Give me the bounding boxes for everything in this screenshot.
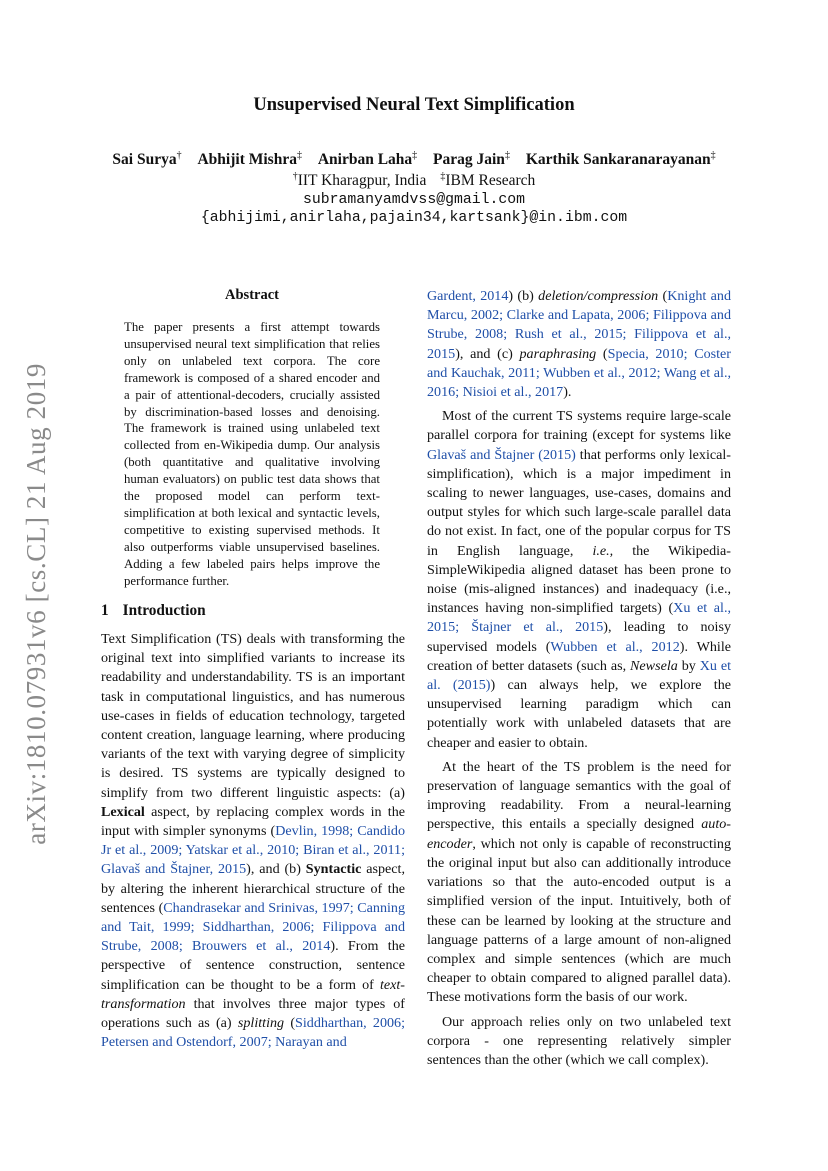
email-line: subramanyamdvss@gmail.com: [303, 192, 525, 208]
author: Abhijit Mishra‡: [197, 150, 302, 169]
author: Parag Jain‡: [433, 150, 510, 169]
citation-link[interactable]: Chandrasekar and Srinivas, 1997; Canning and Tait, 1999; Siddharthan, 2006; Filippova and Strube, 2008; Brouwers et al., 2014: [101, 899, 406, 955]
paragraph: Most of the current TS systems require large-scale parallel corpora for training (except for systems like Glavaš and Štajner (2015) that performs only lexical-simplification), which is a major impediment in scaling to newer languages, use-cases, domains and output styles for which such large-scale parallel data do not exist. In fact, one of the popular corpus for TS in English language, i.e., the Wikipedia-SimpleWikipedia aligned dataset has been prone to noise (mis-aligned instances) and inadequacy (i.e., instances having non-simplified targets) (Xu et al., 2015; Štajner et al., 2015), leading to noisy supervised models (Wubben et al., 2012). While creation of better datasets (such as, Newsela by Xu et al. (2015)) can always help, we explore the unsupervised learning paradigm which can potentially work with unlabeled datasets that are cheaper and easier to obtain.: [427, 408, 732, 751]
citation-link[interactable]: Knight and Marcu, 2002; Clarke and Lapata, 2006; Filippova and Strube, 2008; Rush et al., 2015; Filippova et al., 2015: [427, 288, 731, 362]
citation-link[interactable]: Xu et al. (2015): [427, 657, 732, 694]
affiliations: [0, 171, 828, 190]
paper-title: Unsupervised Neural Text Simplification: [253, 95, 575, 115]
paragraph: Text Simplification (TS) deals with transforming the original text into simplified variants to increase its readability and understandability. TS is an important task in computational linguistics, and has numerous use-cases in fields of education technology, targeted content creation, language learning, where producing variants of the text with varying degree of simplicity is desired. TS systems are typically designed to simplify from two different linguistic aspects: (a) Lexical aspect, by replacing complex words in the input with simpler synonyms (Devlin, 1998; Candido Jr et al., 2009; Yatskar et al., 2010; Biran et al., 2011; Glavaš and Štajner, 2015), and (b) Syntactic aspect, by altering the inherent hierarchical structure of the sentences (Chandrasekar and Srinivas, 1997; Canning and Tait, 1999; Siddharthan, 2006; Filippova and Strube, 2008; Brouwers et al., 2014). From the perspective of sentence construction, sentence simplification can be thought to be a form of text-transformation that involves three major types of operations such as (a) splitting (Siddharthan, 2006; Petersen and Ostendorf, 2007; Narayan and: [101, 631, 406, 1051]
citation-link[interactable]: Specia, 2010; Coster and Kauchak, 2011; Wubben et al., 2012; Wang et al., 2016; Nisioi et al., 2017: [427, 345, 732, 401]
abstract-heading: Abstract: [225, 287, 279, 303]
citation-link[interactable]: Xu et al., 2015; Štajner et al., 2015: [427, 600, 731, 636]
section-number: 1: [101, 602, 109, 619]
author-list: [0, 150, 828, 169]
paragraph: Our approach relies only on two unlabeled text corpora - one representing relatively simpler sentences than the other (which we call complex).: [427, 1013, 731, 1068]
citation-link[interactable]: Glavaš and Štajner (2015): [427, 446, 576, 463]
citation-link[interactable]: Gardent, 2014: [427, 288, 509, 304]
section-title: Introduction: [122, 602, 206, 619]
citation-link[interactable]: Siddharthan, 2006; Petersen and Ostendorf, 2007; Narayan and: [101, 1015, 406, 1051]
section-heading: [101, 602, 206, 620]
author: Sai Surya†: [112, 150, 182, 169]
paragraph: At the heart of the TS problem is the need for preservation of language semantics with the goal of improving readability. From a neural-learning perspective, this entails a specially designed auto-encoder, which not only is capable of reconstructing the original input but also can additionally introduce variations so that the auto-encoded output is a simplified version of the input. Intuitively, both of these can be learned by looking at the structure and language patterns of a large amount of non-aligned complex and simple sentences (which are much cheaper to obtain compared to aligned parallel data). These motivations form the basis of our work.: [427, 758, 731, 1006]
affiliation: ‡IBM Research: [440, 171, 536, 190]
paragraph: Gardent, 2014) (b) deletion/compression (Knight and Marcu, 2002; Clarke and Lapata, 2006; Filippova and Strube, 2008; Rush et al., 2015; Filippova et al., 2015), and (c) paraphrasing (Specia, 2010; Coster and Kauchak, 2011; Wubben et al., 2012; Wang et al., 2016; Nisioi et al., 2017).: [427, 288, 732, 401]
abstract-text: The paper presents a first attempt towards unsupervised neural text simplification that relies only on unlabeled text corpora. The core framework is composed of a shared encoder and a pair of attentional-decoders, crucially assisted by discrimination-based losses and denoising. The framework is trained using unlabeled text collected from en-Wikipedia dump. Our analysis (both quantitative and qualitative involving human evaluators) on public test data shows that the proposed model can perform text-simplification at both lexical and syntactic levels, competitive to existing supervised methods. It also outperforms viable unsupervised baselines. Adding a few labeled pairs helps improve the performance further.: [124, 320, 380, 588]
citation-link[interactable]: Devlin, 1998; Candido Jr et al., 2009; Yatskar et al., 2010; Biran et al., 2011; Glavaš and Štajner, 2015: [101, 823, 405, 878]
body-column-left: [101, 630, 405, 1052]
arxiv-stamp: [12, 358, 60, 850]
affiliation: †IIT Kharagpur, India: [292, 171, 427, 190]
arxiv-stamp-text: arXiv:1810.07931v6 [cs.CL] 21 Aug 2019: [20, 363, 51, 845]
email-line: {abhijimi,anirlaha,pajain34,kartsank}@in.ibm.com: [200, 210, 628, 226]
citation-link[interactable]: Wubben et al., 2012: [550, 638, 680, 655]
author: Anirban Laha‡: [317, 150, 418, 169]
body-column-right: [427, 287, 731, 1070]
author: Karthik Sankaranarayanan‡: [525, 150, 716, 169]
